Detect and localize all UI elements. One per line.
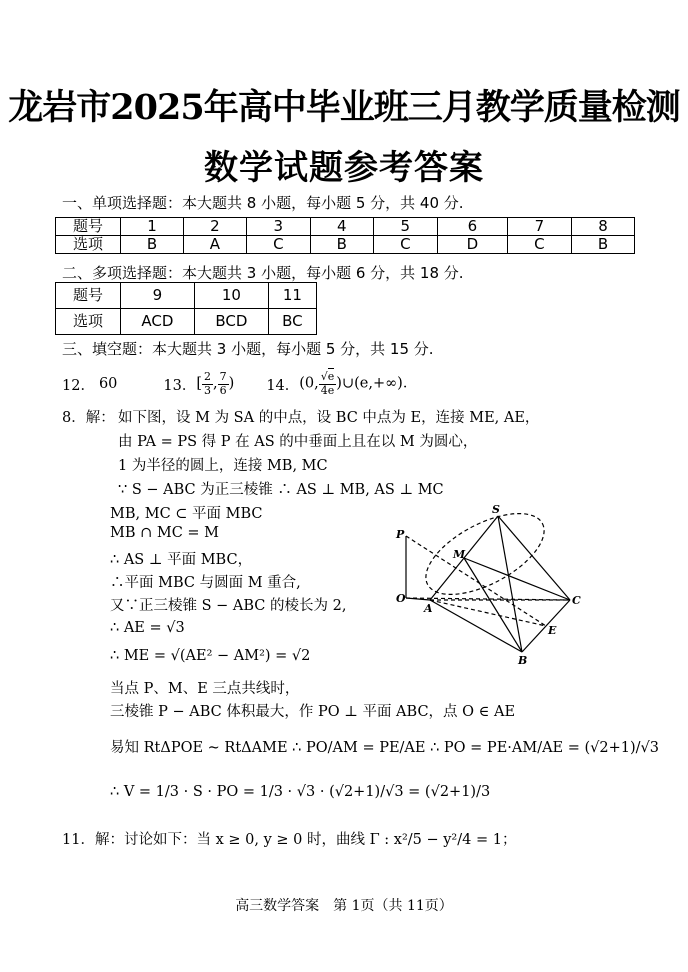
q13-answer: [ $\frac{2}{3}$ , $\frac{7}{6}$ ) [196,370,235,397]
table-cell: 选项 [56,309,121,335]
fig-label: B [518,654,528,667]
solution8-line3: 1 为半径的圆上，连接 MB, MC [118,458,328,474]
edge-sc [498,516,570,600]
fill-answers [62,366,417,402]
fig-label: O [396,592,406,605]
solution8-line11: ∴ ME = √(AE² − AM²) = √2 [110,648,311,664]
solution8-line12: 当点 P、M、E 三点共线时， [110,681,300,697]
solution8-line13: 三棱锥 P − ABC 体积最大，作 PO ⊥ 平面 ABC，点 O ∈ AE [110,704,516,720]
edge-ab [430,600,522,652]
page-footer: 高三数学答案 第 1页（共 11页） [235,898,453,914]
fig-label: E [548,624,557,637]
table-cell: A [183,236,246,254]
table-cell: B [310,236,373,254]
solution8-line1: 如下图，设 M 为 SA 的中点，设 BC 中点为 E，连接 ME, AE， [118,410,540,426]
table-cell: C [373,236,437,254]
document-title: 龙岩市2025年高中毕业班三月教学质量检测 [8,87,680,128]
table-cell: 4 [310,218,373,236]
table-cell: B [121,236,184,254]
table-cell: 9 [121,283,195,309]
fig-label: S [492,503,500,516]
table-cell: D [437,236,507,254]
solution11-text: 讨论如下：当 x ≥ 0, y ≥ 0 时，曲线 Γ : x²/5 − y²/4 = 1； [124,832,517,848]
q12-label: 12． [62,377,95,394]
table-row [56,236,635,254]
table-cell: 1 [121,218,184,236]
line-oa [406,598,430,600]
table-cell: 8 [571,218,634,236]
table-cell: 5 [373,218,437,236]
fig-label: C [572,594,581,607]
solution8-line15: ∴ V = 1/3 · S · PO = 1/3 · √3 · (√2+1)/√3 = (√2+1)/3 [110,784,491,800]
document-subtitle: 数学试题参考答案 [204,148,484,188]
table-cell: 题号 [56,218,121,236]
solution8-line2: 由 PA = PS 得 P 在 AS 的中垂面上且在以 M 为圆心， [118,434,478,450]
table-row [56,309,317,335]
table-cell: ACD [121,309,195,335]
solution11-label: 11．解： [62,832,124,848]
table-cell: C [507,236,571,254]
table-cell: 2 [183,218,246,236]
section3-heading: 三、填空题：本大题共 3 小题，每小题 5 分，共 15 分. [62,340,434,358]
table-cell: 7 [507,218,571,236]
table-cell: C [246,236,310,254]
table-cell: 10 [194,283,268,309]
pyramid-figure [390,500,590,670]
table-cell: BC [268,309,316,335]
solution8-line5: MB, MC ⊂ 平面 MBC [110,506,263,522]
fig-label: M [453,548,466,561]
multi-choice-table [55,282,317,335]
line-ae [430,600,546,626]
q13-label: 13． [163,377,197,394]
table-row [56,283,317,309]
table-cell: 3 [246,218,310,236]
table-cell: BCD [194,309,268,335]
solution8-line4: ∵ S − ABC 为正三棱锥 ∴ AS ⊥ MB, AS ⊥ MC [118,482,444,498]
table-cell: 11 [268,283,316,309]
table-cell: 6 [437,218,507,236]
line-mc [464,558,570,600]
solution8-line9: 又∵正三棱锥 S − ABC 的棱长为 2, [110,598,347,614]
solution8-label: 8．解： [62,410,115,426]
q14-answer: (0, $\frac{√e}{4e}$ )∪(e,+∞)． [299,370,418,397]
section1-heading: 一、单项选择题：本大题共 8 小题，每小题 5 分，共 40 分. [62,194,464,212]
edge-cb [522,600,570,652]
table-row [56,218,635,236]
solution8-line10: ∴ AE = √3 [110,620,185,636]
fig-label: P [396,528,405,541]
q14-label: 14． [266,377,300,394]
solution8-line8: ∴平面 MBC 与圆面 M 重合, [110,575,301,591]
table-cell: B [571,236,634,254]
table-cell: 题号 [56,283,121,309]
fig-label: A [424,602,433,615]
solution8-line6: MB ∩ MC = M [110,525,220,541]
single-choice-table [55,217,635,254]
solution8-line14: 易知 RtΔPOE ~ RtΔAME ∴ PO/AM = PE/AE ∴ PO = PE·AM/AE = (√2+1)/√3 [110,740,660,756]
table-cell: 选项 [56,236,121,254]
q12-answer: 60 [98,376,118,392]
solution8-line7: ∴ AS ⊥ 平面 MBC， [110,552,253,568]
section2-heading: 二、多项选择题：本大题共 3 小题，每小题 6 分，共 18 分. [62,264,464,282]
